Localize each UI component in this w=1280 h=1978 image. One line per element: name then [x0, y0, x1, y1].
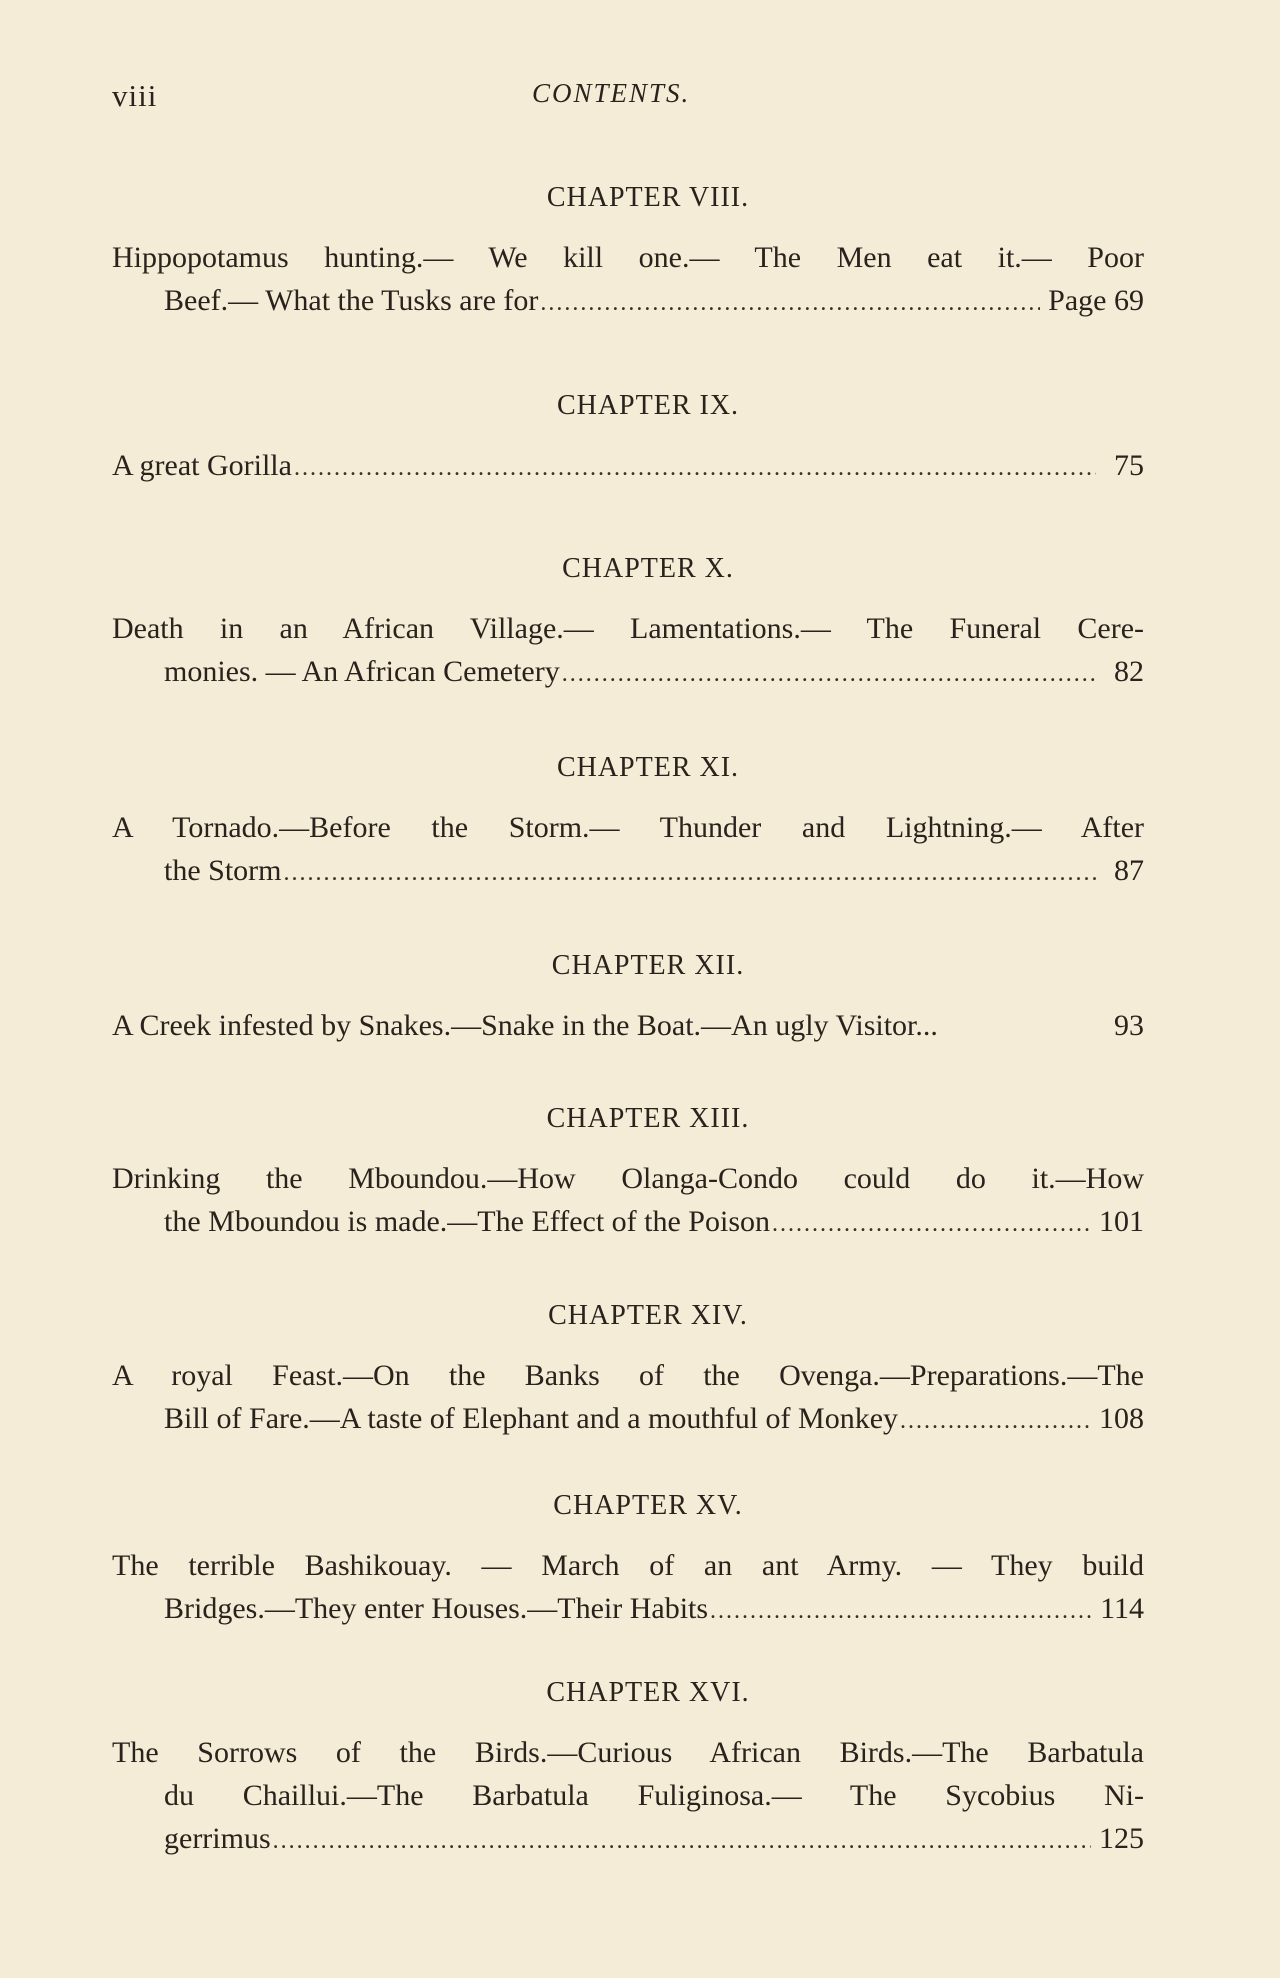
page-reference: 108: [1099, 1402, 1144, 1435]
entry-text: Bill of Fare.—A taste of Elephant and a mouthful of Monkey: [164, 1402, 899, 1435]
dot-leader: [284, 852, 1097, 895]
page-reference: 87: [1114, 854, 1144, 887]
page-reference: 82: [1114, 655, 1144, 688]
page-reference: 125: [1099, 1822, 1144, 1855]
entry-line: [112, 849, 1144, 895]
entry-text: A Creek infested by Snakes.—Snake in the Boat.—An ugly Visitor...: [112, 1009, 938, 1042]
chapter-entry-xv: [112, 1490, 1144, 1633]
entry-line: [112, 1004, 1144, 1050]
entry-line: [112, 1200, 1144, 1246]
entry-line: Drinking the Mboundou.—How Olanga-Condo could do it.—How: [112, 1162, 1144, 1195]
chapter-heading: CHAPTER XIV.: [548, 1300, 748, 1331]
entry-line: du Chaillui.—The Barbatula Fuliginosa.— The Sycobius Ni-: [164, 1779, 1144, 1812]
chapter-entry-viii: [112, 182, 1144, 325]
page-reference: 75: [1114, 449, 1144, 482]
chapter-heading: CHAPTER XV.: [553, 1490, 743, 1521]
running-head: [112, 78, 1168, 118]
page-number: viii: [112, 78, 158, 113]
entry-line: [112, 650, 1144, 696]
chapter-entry-xvi: [112, 1677, 1144, 1863]
page-reference: 114: [1100, 1592, 1144, 1625]
chapter-heading: CHAPTER IX.: [556, 390, 740, 421]
entry-line: [112, 279, 1144, 325]
chapter-heading: CHAPTER XIII.: [546, 1103, 750, 1134]
dot-leader: [772, 1203, 1091, 1246]
entry-line: [112, 1817, 1144, 1863]
entry-line: The terrible Bashikouay. — March of an ant Army. — They build: [112, 1549, 1144, 1582]
entry-text: A great Gorilla: [112, 449, 292, 482]
entry-line: [112, 1587, 1144, 1633]
dot-leader: [562, 653, 1096, 696]
dot-leader: [540, 282, 1040, 325]
entry-line: A royal Feast.—On the Banks of the Ovenga.—Preparations.—The: [112, 1359, 1144, 1392]
entry-line: A Tornado.—Before the Storm.— Thunder and Lightning.— After: [112, 811, 1144, 844]
chapter-entry-xiv: [112, 1300, 1144, 1443]
page-reference: Page 69: [1048, 284, 1144, 317]
entry-text: Beef.— What the Tusks are for: [164, 284, 539, 317]
chapter-heading: CHAPTER XI.: [556, 752, 740, 783]
chapter-heading: CHAPTER XII.: [551, 950, 745, 981]
dot-leader: [710, 1590, 1092, 1633]
entry-line: Death in an African Village.— Lamentations.— The Funeral Cere-: [112, 612, 1144, 645]
running-title: CONTENTS.: [532, 78, 691, 108]
chapter-heading: CHAPTER X.: [562, 553, 734, 584]
dot-leader: [294, 447, 1096, 490]
entry-text: the Storm: [164, 854, 282, 887]
dot-leader: [273, 1820, 1091, 1863]
chapter-entry-x: [112, 553, 1144, 696]
chapter-entry-xii: [112, 950, 1144, 1050]
chapter-heading: CHAPTER XVI.: [546, 1677, 750, 1708]
entry-text: monies. — An African Cemetery: [164, 655, 560, 688]
chapter-heading: CHAPTER VIII.: [546, 182, 750, 213]
chapter-entry-xi: [112, 752, 1144, 895]
entry-text: the Mboundou is made.—The Effect of the Poison: [164, 1205, 771, 1238]
dot-leader: [900, 1400, 1091, 1443]
entry-text: gerrimus: [164, 1822, 271, 1855]
chapter-entry-xiii: [112, 1103, 1144, 1246]
entry-line: The Sorrows of the Birds.—Curious African Birds.—The Barbatula: [112, 1736, 1144, 1769]
page-reference: 101: [1099, 1205, 1144, 1238]
chapter-entry-ix: [112, 390, 1144, 490]
entry-line: Hippopotamus hunting.— We kill one.— The Men eat it.— Poor: [112, 241, 1144, 274]
page-reference: 93: [1114, 1009, 1144, 1042]
entry-text: Bridges.—They enter Houses.—Their Habits: [164, 1592, 709, 1625]
entry-line: [112, 1397, 1144, 1443]
entry-line: [112, 444, 1144, 490]
